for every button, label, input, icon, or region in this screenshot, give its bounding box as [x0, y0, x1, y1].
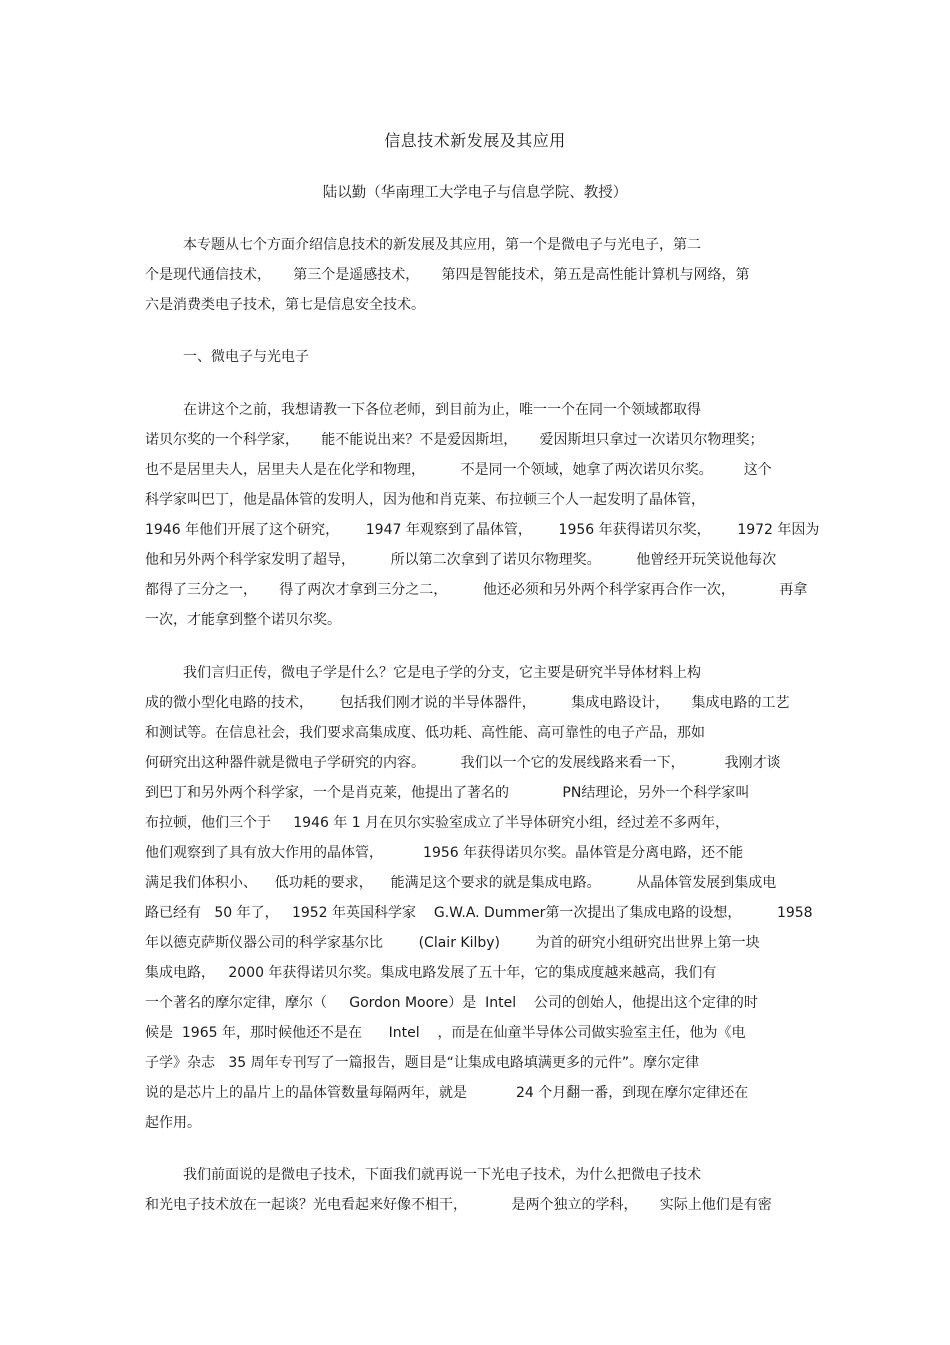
- text-line: 满足我们体积小、 低功耗的要求， 能满足这个要求的就是集成电路。 从晶体管发展到集成电: [145, 875, 777, 891]
- text-line: 六是消费类电子技术，第七是信息安全技术。: [145, 297, 425, 313]
- text-line: 集成电路， 2000 年获得诺贝尔奖。集成电路发展了五十年，它的集成度越来越高，我们有: [145, 965, 717, 981]
- text-line: 也不是居里夫人，居里夫人是在化学和物理， 不是同一个领域，她拿了两次诺贝尔奖。 这个: [145, 462, 772, 478]
- author-line: 陆以勤（华南理工大学电子与信息学院、教授）: [322, 185, 628, 201]
- text-line: 到巴丁和另外两个科学家，一个是肖克莱，他提出了著名的 PN结理论，另外一个科学家叫: [145, 785, 750, 801]
- text-line: 我们前面说的是微电子技术，下面我们就再说一下光电子技术，为什么把微电子技术: [183, 1167, 701, 1183]
- text-line: 1946 年他们开展了这个研究， 1947 年观察到了晶体管， 1956 年获得诺贝尔奖， 1972 年因为: [145, 522, 820, 538]
- text-line: 我们言归正传，微电子学是什么？它是电子学的分支，它主要是研究半导体材料上构: [183, 665, 701, 681]
- text-line: 诺贝尔奖的一个科学家， 能不能说出来？不是爱因斯坦， 爱因斯坦只拿过一次诺贝尔物理奖；: [145, 432, 764, 448]
- text-line: 一个著名的摩尔定律，摩尔（ Gordon Moore）是 Intel 公司的创始人，他提出这个定律的时: [145, 995, 758, 1011]
- text-line: 一次，才能拿到整个诺贝尔奖。: [145, 612, 341, 628]
- text-line: 都得了三分之一， 得了两次才拿到三分之二， 他还必须和另外两个科学家再合作一次， 再拿: [145, 582, 808, 598]
- text-line: 本专题从七个方面介绍信息技术的新发展及其应用，第一个是微电子与光电子，第二: [183, 237, 701, 253]
- text-line: 年以德克萨斯仪器公司的科学家基尔比 (Clair Kilby) 为首的研究小组研究出世界上第一块: [145, 935, 760, 951]
- text-line: 成的微小型化电路的技术， 包括我们刚才说的半导体器件， 集成电路设计， 集成电路的工艺: [145, 695, 790, 711]
- section-heading: 一、微电子与光电子: [183, 349, 309, 365]
- text-line: 何研究出这种器件就是微电子学研究的内容。 我们以一个它的发展线路来看一下， 我刚才谈: [145, 755, 781, 771]
- text-line: 他们观察到了具有放大作用的晶体管， 1956 年获得诺贝尔奖。晶体管是分离电路，还不能: [145, 845, 744, 861]
- text-line: 候是 1965 年，那时候他还不是在 Intel ，而是在仙童半导体公司做实验室主任，他为《电: [145, 1025, 746, 1041]
- text-line: 布拉顿，他们三个于 1946 年 1 月在贝尔实验室成立了半导体研究小组，经过差不多两年，: [145, 815, 730, 831]
- text-line: 路已经有 50 年了， 1952 年英国科学家 G.W.A. Dummer第一次提出了集成电路的设想， 1958: [145, 905, 813, 921]
- text-line: 子学》杂志 35 周年专刊写了一篇报告，题目是“让集成电路填满更多的元件”。摩尔定律: [145, 1055, 700, 1071]
- text-line: 个是现代通信技术， 第三个是遥感技术， 第四是智能技术，第五是高性能计算机与网络，第: [145, 267, 750, 283]
- text-line: 他和另外两个科学家发明了超导， 所以第二次拿到了诺贝尔物理奖。 他曾经开玩笑说他每次: [145, 552, 777, 568]
- text-line: 在讲这个之前，我想请教一下各位老师，到目前为止，唯一一个在同一个领域都取得: [183, 402, 701, 418]
- document-title: 信息技术新发展及其应用: [384, 131, 566, 150]
- text-line: 和测试等。在信息社会，我们要求高集成度、低功耗、高性能、高可靠性的电子产品，那如: [145, 725, 705, 741]
- text-line: 和光电子技术放在一起谈？光电看起来好像不相干， 是两个独立的学科， 实际上他们是有密: [145, 1197, 772, 1213]
- text-line: 说的是芯片上的晶片上的晶体管数量每隔两年，就是 24 个月翻一番，到现在摩尔定律还在: [145, 1085, 749, 1101]
- text-line: 科学家叫巴丁，他是晶体管的发明人，因为他和肖克莱、布拉顿三个人一起发明了晶体管，: [145, 492, 705, 508]
- text-line: 起作用。: [145, 1115, 201, 1131]
